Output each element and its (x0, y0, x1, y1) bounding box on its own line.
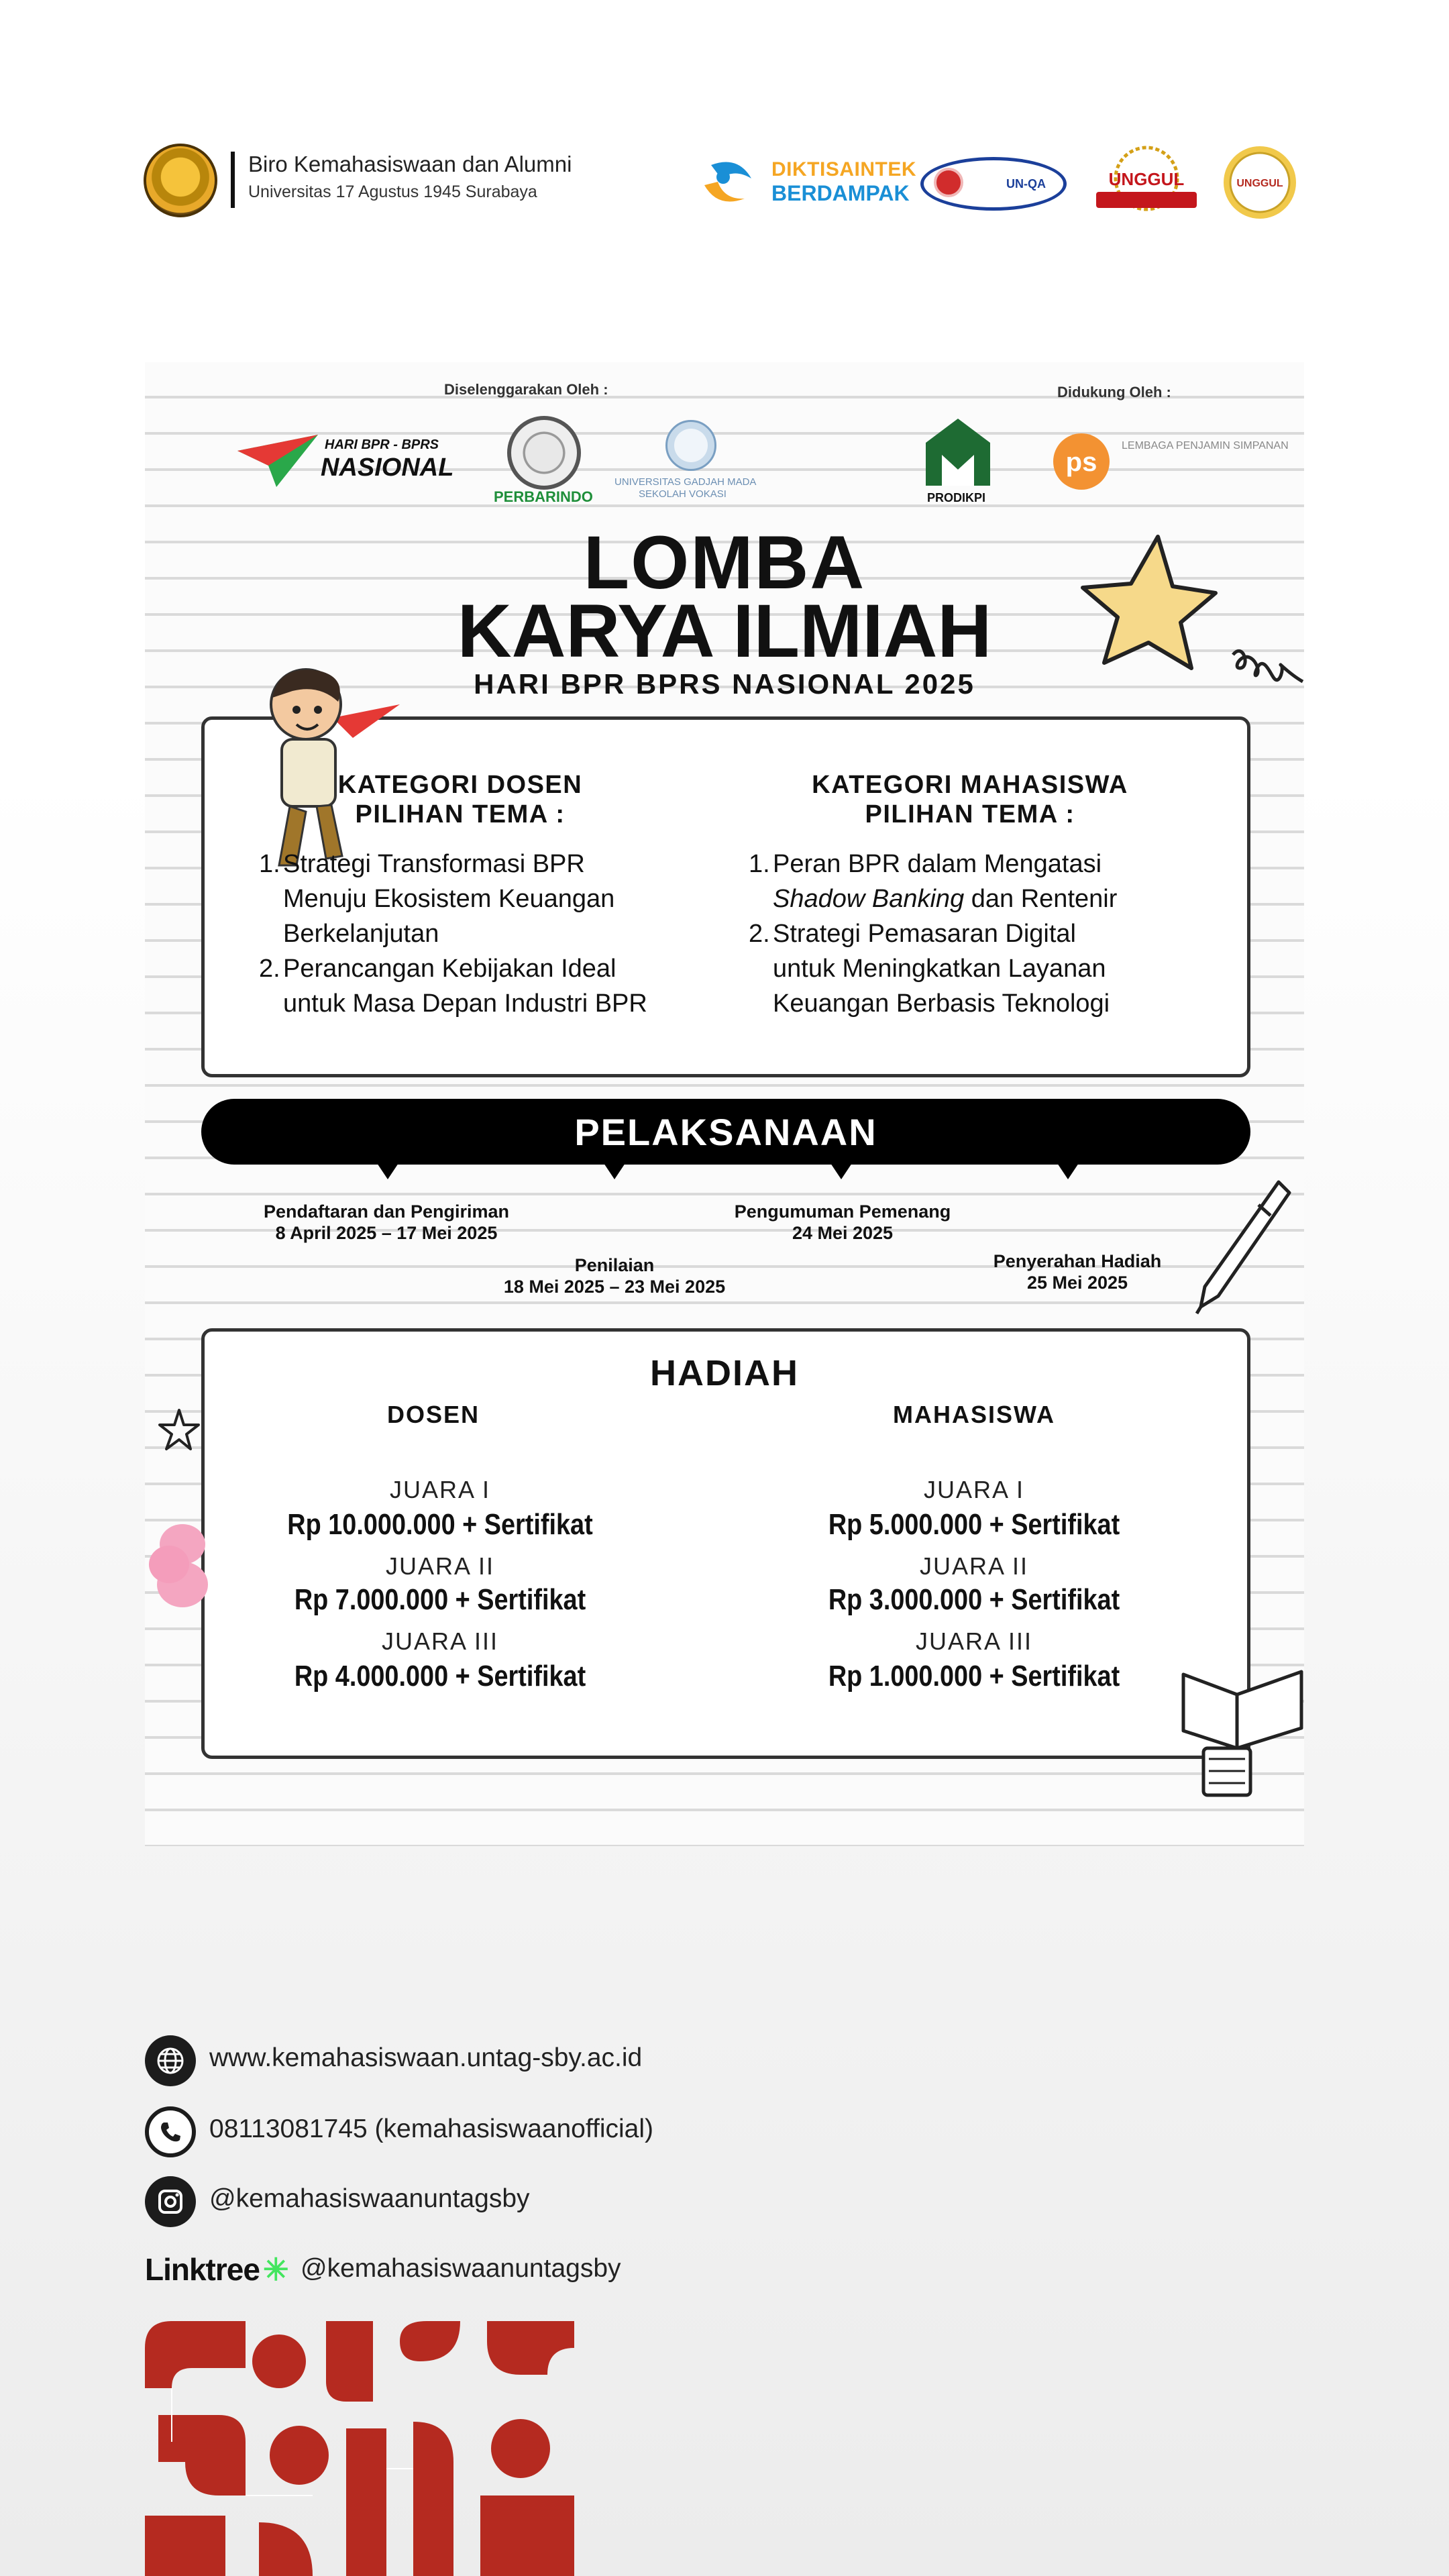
schedule-item-announcement (695, 1201, 990, 1244)
theme-text: Strategi Pemasaran Digital untuk Meningkatkan Layanan Keuangan Berbasis Teknologi (773, 920, 1110, 1018)
prize-amount: Rp 7.000.000 + Sertifikat (294, 1583, 586, 1616)
unggul-text: UNGGUL (1108, 169, 1185, 189)
diktisaintek-logo-icon (698, 152, 757, 211)
small-star-doodle-icon (157, 1407, 201, 1452)
lps-logo-icon (1052, 432, 1116, 491)
schedule-date: 8 April 2025 – 17 Mei 2025 (275, 1223, 498, 1243)
lps-logo-text: LEMBAGA PENJAMIN SIMPANAN (1122, 440, 1289, 451)
paper-plane-logo-icon (236, 431, 319, 492)
schedule-pointer (377, 1163, 398, 1179)
schedule-item-awarding (943, 1250, 1212, 1293)
prize-amount: Rp 5.000.000 + Sertifikat (828, 1508, 1120, 1541)
schedule-item-judging (474, 1254, 755, 1297)
swirl-doodle-icon (1230, 641, 1304, 695)
linktree-logo: Linktree (145, 2252, 260, 2287)
prodikpi-logo-text: PRODIKPI (927, 491, 986, 504)
schedule-pointer (830, 1163, 852, 1179)
star-icon (1079, 531, 1220, 674)
flower-doodle-icon (149, 1517, 209, 1631)
website-link[interactable]: www.kemahasiswaan.untag-sby.ac.id (209, 2043, 643, 2072)
unggul-ribbon-logo (1089, 144, 1203, 219)
list-item (749, 916, 1232, 1021)
prize-rank: JUARA I (923, 1476, 1025, 1503)
schedule-item-registration (239, 1201, 534, 1244)
prize-rank: JUARA II (385, 1552, 495, 1580)
globe-icon (145, 2035, 196, 2086)
schedule-date: 18 Mei 2025 – 23 Mei 2025 (503, 1277, 726, 1297)
university-seal-logo (144, 144, 217, 217)
schedule-pointer (604, 1163, 625, 1179)
list-item (259, 847, 729, 951)
schedule-pointer (1057, 1163, 1079, 1179)
org-title: Biro Kemahasiswaan dan Alumni (248, 152, 572, 176)
schedule-heading-bar (201, 1099, 1250, 1165)
schedule-label: Penyerahan Hadiah (993, 1251, 1162, 1271)
diktisaintek-text-line1: DIKTISAINTEK (771, 158, 916, 180)
unggul-seal-text: UNGGUL (1236, 178, 1283, 189)
list-item (749, 847, 1232, 916)
prize-heading: HADIAH (650, 1353, 799, 1393)
prize-dosen-heading: DOSEN (386, 1401, 480, 1428)
prize-amount: Rp 1.000.000 + Sertifikat (828, 1660, 1120, 1693)
ugm-logo-text-line2: SEKOLAH VOKASI (639, 488, 727, 500)
poster-title-line2: KARYA ILMIAH (457, 589, 992, 673)
ugm-logo-text-line1: UNIVERSITAS GADJAH MADA (614, 476, 757, 488)
list-number: 2. (259, 955, 280, 983)
schedule-label: Pendaftaran dan Pengiriman (263, 1201, 510, 1222)
prodikpi-logo-icon (923, 416, 993, 494)
schedule-heading: PELAKSANAAN (574, 1110, 877, 1153)
prize-mahasiswa-heading: MAHASISWA (893, 1401, 1055, 1428)
header-divider (231, 152, 235, 208)
whatsapp-phone-icon (145, 2106, 196, 2157)
schedule-date: 24 Mei 2025 (792, 1223, 894, 1243)
poster-subtitle: HARI BPR BPRS NASIONAL 2025 (474, 668, 975, 700)
theme-text-part: Peran BPR dalam Mengatasi (773, 850, 1102, 878)
organized-by-label: Diselenggarakan Oleh : (444, 381, 608, 398)
asean-unqa-text: UN-QA (1006, 176, 1046, 191)
book-doodle-icon (1170, 1648, 1304, 1799)
competition-poster (145, 362, 1304, 1846)
list-number: 1. (749, 850, 770, 878)
org-subtitle: Universitas 17 Agustus 1945 Surabaya (248, 182, 537, 201)
theme-text: Strategi Transformasi BPR Menuju Ekosistem Keuangan Berkelanjutan (283, 850, 615, 948)
unggul-seal-logo (1218, 144, 1301, 221)
theme-text-italic: Shadow Banking (773, 885, 965, 913)
poster-title-line1: LOMBA (583, 521, 866, 604)
instagram-link[interactable]: @kemahasiswaanuntagsby (209, 2184, 530, 2213)
category-dosen-title: KATEGORI DOSEN PILIHAN TEMA : (337, 771, 583, 828)
supported-by-label: Didukung Oleh : (1057, 384, 1171, 400)
ugm-seal-icon (665, 420, 716, 471)
asean-emblem-icon (934, 168, 963, 197)
prize-rank: JUARA III (915, 1627, 1033, 1655)
category-mahasiswa-title: KATEGORI MAHASISWA PILIHAN TEMA : (812, 771, 1128, 828)
theme-text: Perancangan Kebijakan Ideal untuk Masa Depan Industri BPR (283, 955, 647, 1018)
prize-rank: JUARA II (919, 1552, 1029, 1580)
bpr-logo-text-line2: NASIONAL (321, 453, 454, 482)
prize-amount: Rp 4.000.000 + Sertifikat (294, 1660, 586, 1693)
decorative-red-ornament (145, 2321, 574, 2576)
theme-text (773, 847, 1117, 916)
linktree-asterisk-icon: ✳ (263, 2252, 289, 2287)
mahasiswa-theme-list (749, 847, 1232, 1021)
pen-icon (1191, 1175, 1292, 1316)
list-item (259, 951, 729, 1021)
dosen-theme-list (259, 847, 729, 1021)
whatsapp-link[interactable]: 08113081745 (kemahasiswaanofficial) (209, 2114, 653, 2143)
list-number: 2. (749, 920, 770, 948)
prize-amount: Rp 3.000.000 + Sertifikat (828, 1583, 1120, 1616)
bpr-logo-text-line1: HARI BPR - BPRS (325, 437, 439, 452)
svg-text:ps: ps (1065, 447, 1097, 477)
prize-rank: JUARA I (389, 1476, 491, 1503)
theme-text-part: dan Rentenir (964, 885, 1118, 913)
schedule-date: 25 Mei 2025 (1026, 1273, 1128, 1293)
perbarindo-seal-icon (507, 416, 581, 490)
prize-amount: Rp 10.000.000 + Sertifikat (287, 1508, 593, 1541)
diktisaintek-text-line2: BERDAMPAK (771, 181, 910, 205)
perbarindo-logo-text: PERBARINDO (494, 488, 593, 505)
schedule-label: Pengumuman Pemenang (734, 1201, 951, 1222)
schedule-label: Penilaian (574, 1255, 655, 1275)
instagram-icon (145, 2176, 196, 2227)
prize-rank: JUARA III (381, 1627, 499, 1655)
list-number: 1. (259, 850, 280, 878)
linktree-link[interactable]: @kemahasiswaanuntagsby (301, 2254, 621, 2283)
